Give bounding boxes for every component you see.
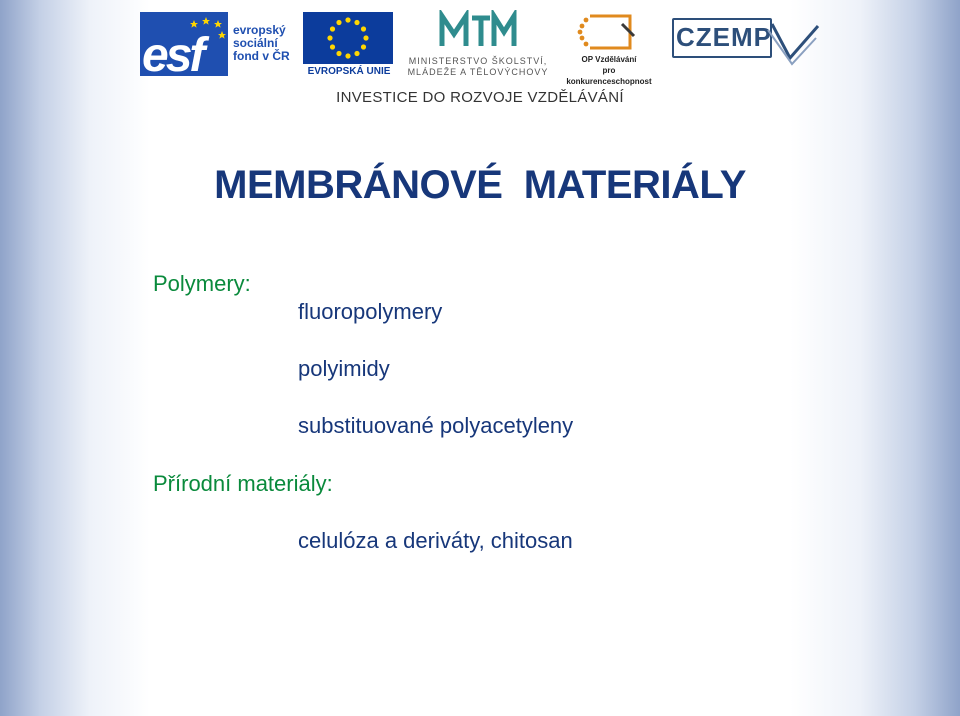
- list-item: substituované polyacetyleny: [298, 413, 574, 438]
- esf-caption: [233, 24, 303, 63]
- tagline: INVESTICE DO ROZVOJE VZDĚLÁVÁNÍ: [336, 89, 624, 106]
- czemp-logo: [672, 18, 820, 78]
- czemp-wordmark: CZEMP: [676, 22, 772, 52]
- op-emblem-icon: [560, 10, 658, 54]
- list-item: fluoropolymery: [298, 299, 443, 324]
- esf-logo: [140, 12, 298, 82]
- list-item: celulóza a deriváty, chitosan: [298, 528, 573, 553]
- esf-caption-line: evropský: [233, 23, 286, 37]
- list-item: polyimidy: [298, 356, 390, 381]
- logo-bar: [0, 0, 960, 110]
- esf-caption-line: sociální: [233, 36, 278, 50]
- eu-caption: EVROPSKÁ UNIE: [307, 66, 391, 77]
- msmt-logo: [398, 10, 558, 80]
- esf-caption-line: fond v ČR: [233, 49, 290, 63]
- eu-logo: [303, 12, 395, 78]
- msmt-caption-line: MINISTERSTVO ŠKOLSTVÍ,: [408, 56, 548, 66]
- czemp-swoosh-icon: [672, 18, 820, 78]
- op-logo: [560, 10, 658, 86]
- op-caption-line: OP Vzdělávání: [581, 55, 637, 64]
- msmt-mark: [438, 10, 518, 50]
- op-caption-line: pro konkurenceschopnost: [566, 66, 652, 86]
- msmt-caption: [398, 56, 558, 78]
- msmt-caption-line: MLÁDEŽE A TĚLOVÝCHOVY: [407, 67, 549, 77]
- slide-title: MEMBRÁNOVÉ MATERIÁLY: [214, 163, 746, 207]
- category-label: Přírodní materiály:: [153, 471, 333, 496]
- esf-wordmark: esf: [142, 29, 203, 82]
- op-caption: [560, 54, 658, 87]
- category-label: Polymery:: [153, 271, 251, 296]
- esf-mark: [140, 12, 228, 82]
- eu-flag-icon: [303, 12, 393, 64]
